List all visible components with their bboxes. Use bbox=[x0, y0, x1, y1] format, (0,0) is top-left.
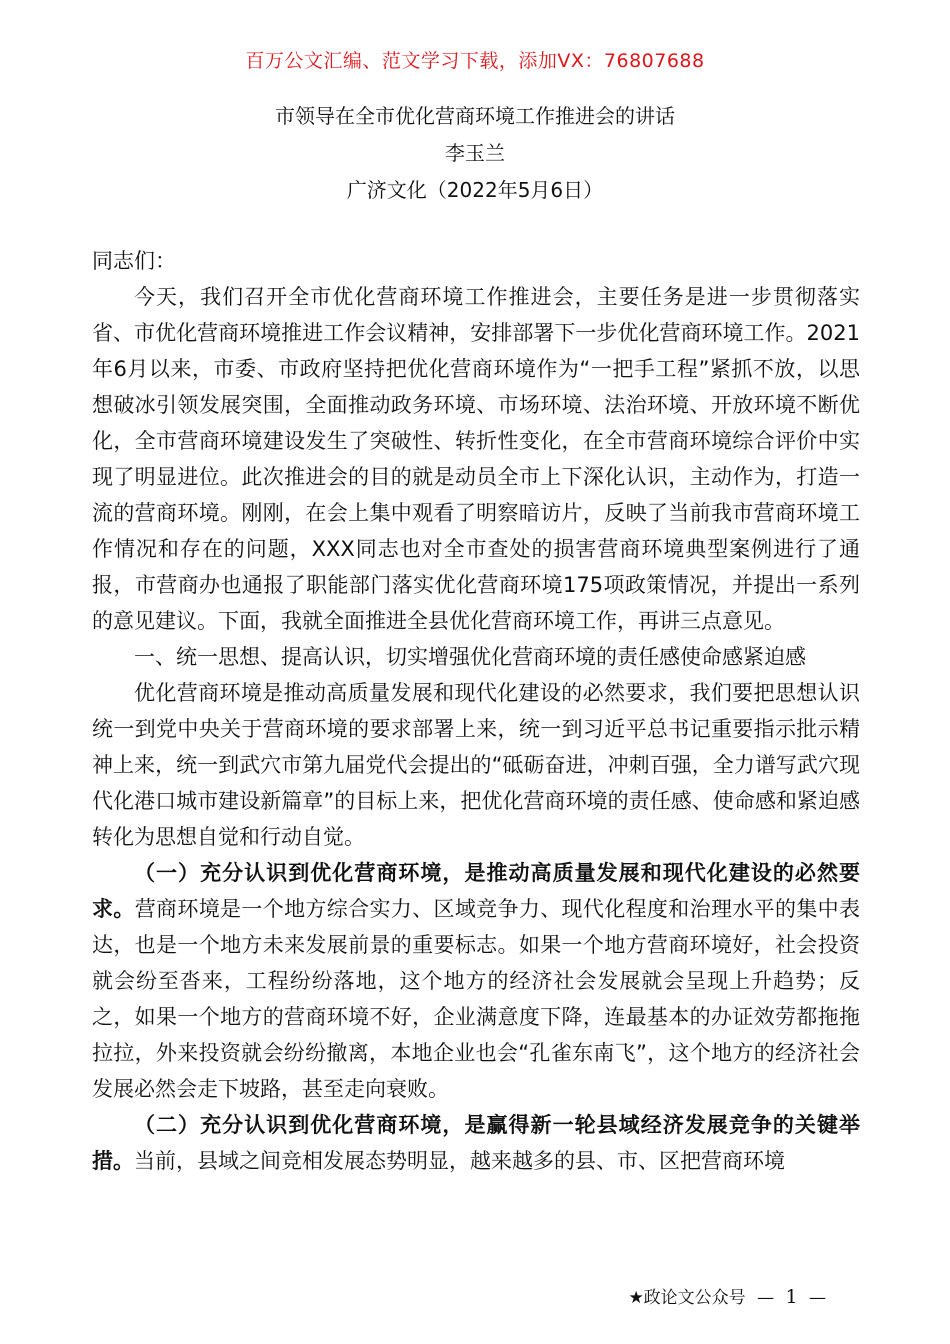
subsection-1-text: 营商环境是一个地方综合实力、区域竞争力、现代化程度和治理水平的集中表达，也是一个地方未来发展前景的重要标志。如果一个地方营商环境好，社会投资就会纷至沓来，工程纷纷落地，这个地方的经济社会发展就会呈现上升趋势；反之，如果一个地方的营商环境不好，企业满意度下降，连最基本的办证效劳都拖拖拉拉，外来投资就会纷纷撤离，本地企业也会“孔雀东南飞”，这个地方的经济社会发展必然会走下坡路，甚至走向衰败。 bbox=[92, 897, 860, 1101]
paragraph-section-1: 优化营商环境是推动高质量发展和现代化建设的必然要求，我们要把思想认识统一到党中央关于营商环境的要求部署上来，统一到习近平总书记重要指示批示精神上来，统一到武穴市第九届党代会提出的“砥砺奋进，冲刺百强，全力谱写武穴现代化港口城市建设新篇章”的目标上来，把优化营商环境的责任感、使命感和紧迫感转化为思想自觉和行动自觉。 bbox=[92, 681, 860, 849]
document-body bbox=[92, 243, 860, 1179]
subsection-1 bbox=[92, 855, 860, 1107]
document-author: 李玉兰 bbox=[445, 141, 505, 165]
document-source: 广济文化（2022年5月6日） bbox=[346, 178, 604, 202]
footer-dash-left: — bbox=[757, 1288, 775, 1308]
section-heading-1: 一、统一思想、提高认识，切实增强优化营商环境的责任感使命感紧迫感 bbox=[134, 645, 806, 669]
page-number: 1 bbox=[785, 1286, 798, 1308]
subsection-2 bbox=[92, 1107, 860, 1179]
title-block bbox=[0, 98, 950, 209]
document-title: 市领导在全市优化营商环境工作推进会的讲话 bbox=[275, 104, 675, 128]
page-footer bbox=[628, 1283, 832, 1308]
subsection-2-heading: （二）充分认识到优化营商环境，是赢得新一轮县域经济发展竞争的关键举措。 bbox=[92, 1113, 860, 1173]
salutation: 同志们： bbox=[92, 249, 176, 273]
footer-source-label: ★政论文公众号 bbox=[628, 1288, 746, 1308]
paragraph-intro: 今天，我们召开全市优化营商环境工作推进会，主要任务是进一步贯彻落实省、市优化营商环境推进工作会议精神，安排部署下一步优化营商环境工作。2021年6月以来，市委、市政府坚持把优化营商环境作为“一把手工程”紧抓不放，以思想破冰引领发展突围，全面推动政务环境、市场环境、法治环境、开放环境不断优化，全市营商环境建设发生了突破性、转折性变化，在全市营商环境综合评价中实现了明显进位。此次推进会的目的就是动员全市上下深化认识，主动作为，打造一流的营商环境。刚刚，在会上集中观看了明察暗访片，反映了当前我市营商环境工作情况和存在的问题，XXX同志也对全市查处的损害营商环境典型案例进行了通报，市营商办也通报了职能部门落实优化营商环境175项政策情况，并提出一系列的意见建议。下面，我就全面推进全县优化营商环境工作，再讲三点意见。 bbox=[92, 285, 860, 633]
subsection-2-text: 当前，县域之间竞相发展态势明显，越来越多的县、市、区把营商环境 bbox=[134, 1149, 785, 1173]
subsection-1-heading: （一）充分认识到优化营商环境，是推动高质量发展和现代化建设的必然要求。 bbox=[92, 861, 860, 921]
promo-banner: 百万公文汇编、范文学习下载，添加VX：76807688 bbox=[245, 50, 705, 72]
footer-dash-right: — bbox=[809, 1288, 826, 1308]
